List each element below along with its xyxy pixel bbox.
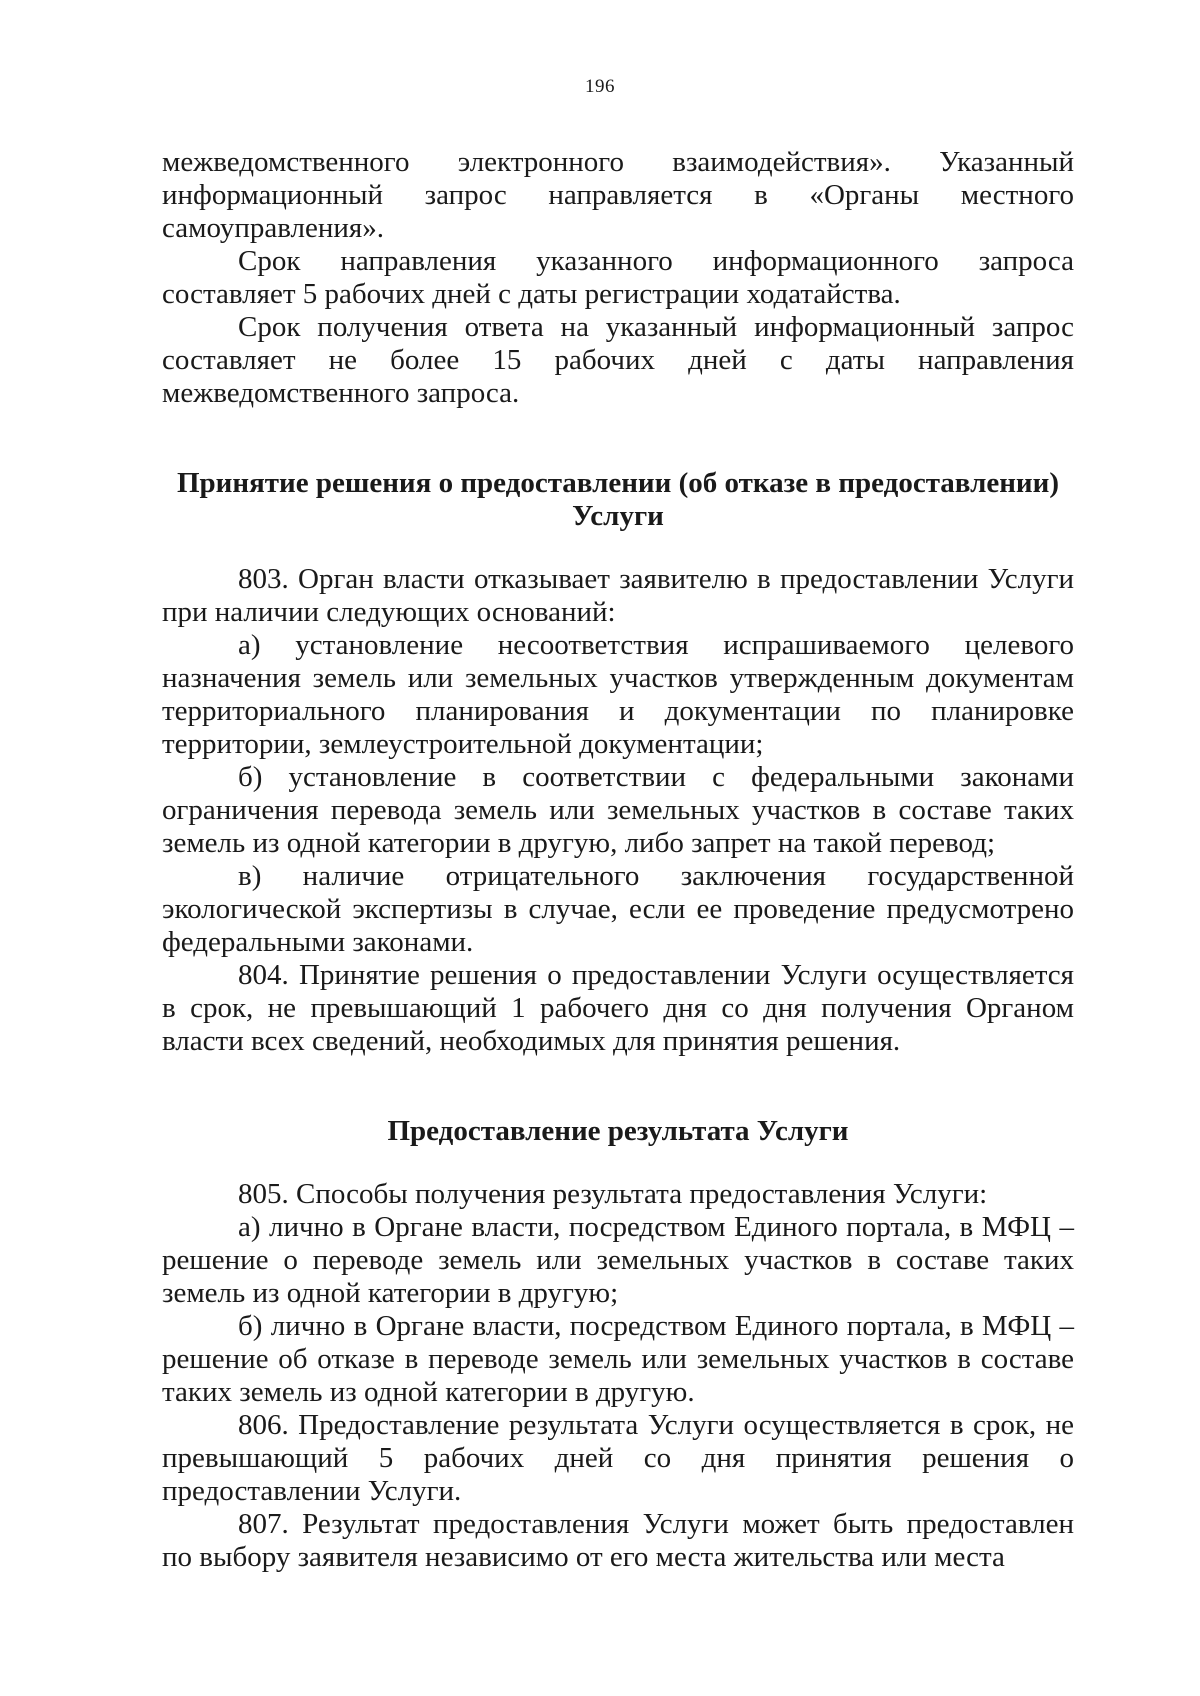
- paragraph-803: 803. Орган власти отказывает заявителю в предоставлении Услуги при наличии следующих оснований:: [162, 563, 1074, 628]
- section-heading-result: Предоставление результата Услуги: [387, 1115, 849, 1147]
- paragraph-803-c: в) наличие отрицательного заключения государственной экологической экспертизы в случае, если ее проведение предусмотрено федеральными законами.: [162, 860, 1074, 958]
- paragraph-response-deadline: Срок получения ответа на указанный информационный запрос составляет не более 15 рабочих дней с даты направления межведомственного запроса.: [162, 311, 1074, 409]
- paragraph-805-b: б) лично в Органе власти, посредством Единого портала, в МФЦ – решение об отказе в переводе земель или земельных участков в составе таких земель из одной категории в другую.: [162, 1310, 1074, 1408]
- paragraph-804: 804. Принятие решения о предоставлении Услуги осуществляется в срок, не превышающий 1 рабочего дня со дня получения Органом власти всех сведений, необходимых для принятия решения.: [162, 959, 1074, 1057]
- page-number: 196: [585, 76, 615, 97]
- paragraph-803-a: а) установление несоответствия испрашиваемого целевого назначения земель или земельных участков утвержденным документам территориального планирования и документации по планировке территории, землеустроительной документации;: [162, 629, 1074, 760]
- paragraph-803-b: б) установление в соответствии с федеральными законами ограничения перевода земель или земельных участков в составе таких земель из одной категории в другую, либо запрет на такой перевод;: [162, 761, 1074, 859]
- paragraph-805: 805. Способы получения результата предоставления Услуги:: [238, 1178, 988, 1210]
- section-heading-decision: Принятие решения о предоставлении (об отказе в предоставлении) Услуги: [177, 467, 1059, 532]
- document-body: [162, 146, 1074, 1574]
- paragraph-continuation: межведомственного электронного взаимодействия». Указанный информационный запрос направляется в «Органы местного самоуправления».: [162, 146, 1074, 244]
- paragraph-806: 806. Предоставление результата Услуги осуществляется в срок, не превышающий 5 рабочих дней со дня принятия решения о предоставлении Услуги.: [162, 1409, 1074, 1507]
- paragraph-805-a: а) лично в Органе власти, посредством Единого портала, в МФЦ – решение о переводе земель или земельных участков в составе таких земель из одной категории в другую;: [162, 1211, 1074, 1309]
- paragraph-request-deadline: Срок направления указанного информационного запроса составляет 5 рабочих дней с даты регистрации ходатайства.: [162, 245, 1074, 310]
- paragraph-807: 807. Результат предоставления Услуги может быть предоставлен по выбору заявителя независимо от его места жительства или места: [162, 1508, 1074, 1573]
